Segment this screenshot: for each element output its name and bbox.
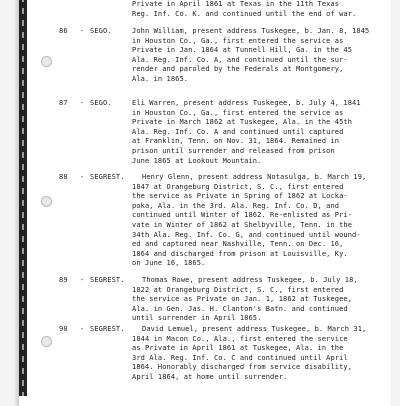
entry-first-line: Thomas Rowe, present address Tuskegee, b. July 18,: [142, 276, 358, 284]
entry-surname: SEGO.: [90, 99, 112, 107]
entry-surname: SEGREST.: [90, 276, 125, 284]
document-page: [18, 0, 391, 406]
entry-dash: -: [80, 173, 85, 181]
entry-line: Ala. in Gen. Jas. H. Clanton's Batn. and continued: [132, 304, 348, 313]
entry-line: Private in Jan. 1864 at Tunnell Hill, Ga. in the 45: [132, 46, 353, 55]
entry-number: 86: [59, 27, 68, 35]
punch-hole: [41, 336, 52, 347]
entry-number: 90: [59, 325, 68, 333]
entry-line: 1822 at Orangeburg District, S. C., first entered: [132, 285, 344, 294]
entry-number: 87: [59, 99, 68, 107]
entry-line: ed and captured near Nashville, Tenn. on Dec. 16,: [132, 240, 344, 249]
record-entry-86: [59, 27, 399, 85]
entry-line: 3rd Ala. Reg. Inf. Co. C and continued until April: [132, 353, 348, 362]
entry-line: the service as Private on Jan. 1, 1862 at Tuskegee,: [132, 295, 353, 304]
entry-line: June 1865 at Lookout Mountain.: [132, 156, 262, 165]
entry-first-line: Eli Warren, present address Tuskegee, b. July 4, 1841: [132, 99, 361, 107]
record-entry-89: [59, 276, 399, 324]
entry-dash: -: [80, 99, 85, 107]
entry-line: 1844 in Macon Co., Ala., first entered the service: [132, 334, 348, 343]
entry-line: vate in Winter of 1862 at Shelbyville, Tenn. in the: [132, 220, 353, 229]
record-entry-88: [59, 173, 399, 269]
entry-first-line: John William, present address Tuskegee, b. Jan. 8, 1845: [132, 27, 370, 35]
entry-line: poka, Ala. in the 3rd. Ala. Reg. Inf. Co. D, and: [132, 201, 340, 210]
entry-line: prison until surrender and released from prison: [132, 146, 335, 155]
entry-line: 34th Ala. Reg. Inf. Co. G, and continued until wound-: [132, 230, 361, 239]
entry-dash: -: [80, 325, 85, 333]
entry-line: April 1864, at home until surrender.: [132, 372, 288, 381]
entry-line: as Private in April 1861 at Tuskegee, Ala. in the: [132, 344, 344, 353]
entry-line: the service as Private in Spring of 1862 at Locka-: [132, 192, 348, 201]
entry-first-line: Henry Glenn, present address Notasulga, b. March 19,: [142, 173, 367, 181]
punch-hole: [41, 196, 52, 207]
entry-line: Ala. Reg. Inf. Co. A, and continued until the sur-: [132, 55, 348, 64]
record-entry-87: [59, 99, 399, 166]
entry-line: in Houston Co., Ga., first entered the service as: [132, 108, 344, 117]
entry-surname: SEGREST.: [90, 325, 125, 333]
entry-line: Ala. in 1865.: [132, 74, 189, 83]
entry-line: 1847 at Orangeburg District, S. C., first entered: [132, 182, 344, 191]
entry-line: on June 16, 1865.: [132, 259, 206, 268]
entry-number: 89: [59, 276, 68, 284]
entry-line: Private in March 1862 at Tuskegee, Ala. in the 45th: [132, 118, 353, 127]
entry-surname: SEGO.: [90, 27, 112, 35]
entry-line: 1864 and discharged from prison at Louisville, Ky.: [132, 249, 348, 258]
record-entry-90: [59, 325, 399, 383]
entry-line: in Houston Co., Ga., first entered the service as: [132, 36, 344, 45]
entry-surname: SEGREST.: [90, 173, 125, 181]
entry-dash: -: [80, 27, 85, 35]
entry-line: Ala. Reg. Inf. Co. A and continued until captured: [132, 127, 344, 136]
entry-line: 1864. Honorably discharged from service disability,: [132, 363, 353, 372]
entry-line: until surrender in April 1865.: [132, 314, 262, 323]
entry-first-line: David Lemuel, present address Tuskegee, b. March 31,: [142, 325, 367, 333]
punch-hole: [41, 56, 52, 67]
entry-line: at Franklin, Tenn. on Nov. 31, 1864. Remained in: [132, 137, 340, 146]
spiral-binding: [19, 0, 27, 396]
entry-line: render and paroled by the Federals at Montgomery,: [132, 65, 344, 74]
entry-line: Reg. Inf. Co. K. and continued until the end of war.: [132, 9, 357, 18]
entry-line: continued until Winter of 1862. Re-enlisted as Pri-: [132, 211, 353, 220]
continued-entry-fragment: [59, 0, 399, 19]
entry-line: Private in April 1861 at Texas in the 11th Texas: [132, 0, 340, 8]
entry-dash: -: [80, 276, 85, 284]
entry-number: 88: [59, 173, 68, 181]
